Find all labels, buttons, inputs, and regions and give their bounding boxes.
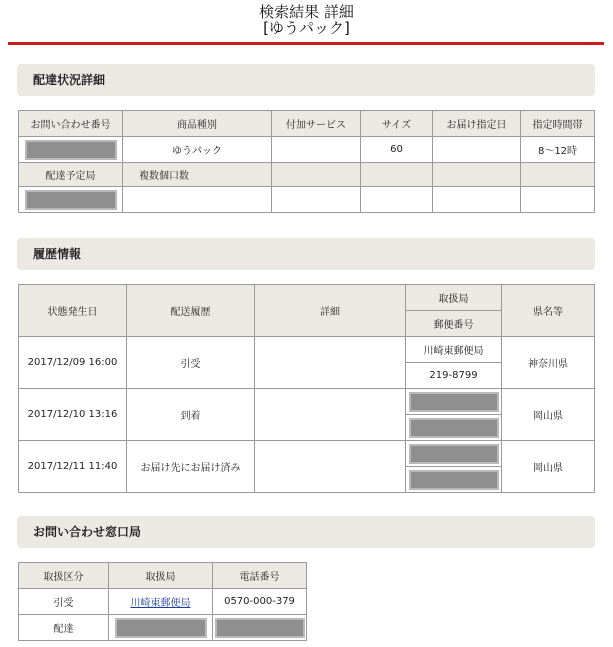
history-office — [406, 389, 502, 415]
empty-cell — [272, 187, 361, 213]
contact-phone — [213, 615, 307, 641]
empty-cell — [433, 187, 521, 213]
col-header-postal: 郵便番号 — [406, 311, 502, 337]
col-header-delivery-office: 配達予定局 — [19, 163, 123, 187]
col-header-office: 取扱局 — [406, 285, 502, 311]
col-header-extra-service: 付加サービス — [272, 111, 361, 137]
history-postal: 219-8799 — [406, 363, 502, 389]
history-status: 引受 — [127, 337, 255, 389]
redacted-tracking-no — [25, 140, 117, 160]
col-header-delivery-date: お届け指定日 — [433, 111, 521, 137]
col-header-tracking-no: お問い合わせ番号 — [19, 111, 123, 137]
title-divider — [8, 42, 604, 45]
extra-service-cell — [272, 137, 361, 163]
col-header-history: 配送履歴 — [127, 285, 255, 337]
table-row — [19, 441, 595, 467]
contact-office — [109, 615, 213, 641]
col-header-office: 取扱局 — [109, 563, 213, 589]
history-detail — [255, 337, 406, 389]
size-cell: 60 — [361, 137, 433, 163]
tracking-no-cell — [19, 137, 123, 163]
table-row — [19, 589, 307, 615]
empty-header-cell — [433, 163, 521, 187]
col-header-date: 状態発生日 — [19, 285, 127, 337]
empty-header-cell — [361, 163, 433, 187]
contact-type: 引受 — [19, 589, 109, 615]
empty-cell — [361, 187, 433, 213]
history-detail — [255, 441, 406, 493]
history-date: 2017/12/09 16:00 — [19, 337, 127, 389]
redacted-delivery-office — [25, 190, 117, 210]
col-header-size: サイズ — [361, 111, 433, 137]
redacted-office — [409, 444, 499, 464]
history-table — [18, 284, 595, 493]
package-count-cell — [123, 187, 272, 213]
delivery-date-cell — [433, 137, 521, 163]
page-title-line1: 検索結果 詳細 — [259, 3, 354, 21]
col-header-type: 取扱区分 — [19, 563, 109, 589]
redacted-contact-phone — [215, 618, 305, 638]
history-date: 2017/12/11 11:40 — [19, 441, 127, 493]
col-header-time-slot: 指定時間帯 — [521, 111, 595, 137]
contact-type: 配達 — [19, 615, 109, 641]
redacted-postal — [409, 418, 499, 438]
col-header-phone: 電話番号 — [213, 563, 307, 589]
redacted-contact-office — [115, 618, 207, 638]
history-prefecture: 神奈川県 — [502, 337, 595, 389]
time-slot-cell: 8～12時 — [521, 137, 595, 163]
page-title-line2: [ゆうパック] — [263, 19, 350, 37]
section-delivery-status-heading: 配達状況詳細 — [17, 64, 595, 96]
contact-phone: 0570-000-379 — [213, 589, 307, 615]
contact-office-link[interactable]: 川崎東郵便局 — [130, 598, 191, 609]
history-postal — [406, 415, 502, 441]
table-row — [19, 337, 595, 363]
delivery-status-table — [18, 110, 595, 213]
history-status: 到着 — [127, 389, 255, 441]
col-header-prefecture: 県名等 — [502, 285, 595, 337]
redacted-office — [409, 392, 499, 412]
history-office: 川崎東郵便局 — [406, 337, 502, 363]
empty-cell — [521, 187, 595, 213]
history-prefecture: 岡山県 — [502, 441, 595, 493]
empty-header-cell — [521, 163, 595, 187]
col-header-product-type: 商品種別 — [123, 111, 272, 137]
delivery-office-cell — [19, 187, 123, 213]
table-row — [19, 615, 307, 641]
history-date: 2017/12/10 13:16 — [19, 389, 127, 441]
section-history-heading: 履歴情報 — [17, 238, 595, 270]
history-prefecture: 岡山県 — [502, 389, 595, 441]
redacted-postal — [409, 470, 499, 490]
history-detail — [255, 389, 406, 441]
history-office — [406, 441, 502, 467]
empty-header-cell — [272, 163, 361, 187]
history-status: お届け先にお届け済み — [127, 441, 255, 493]
history-postal — [406, 467, 502, 493]
contact-table — [18, 562, 307, 641]
section-contact-heading: お問い合わせ窓口局 — [17, 516, 595, 548]
page-title — [0, 4, 613, 36]
col-header-package-count: 複数個口数 — [123, 163, 272, 187]
product-type-cell: ゆうパック — [123, 137, 272, 163]
table-row — [19, 389, 595, 415]
contact-office — [109, 589, 213, 615]
col-header-detail: 詳細 — [255, 285, 406, 337]
